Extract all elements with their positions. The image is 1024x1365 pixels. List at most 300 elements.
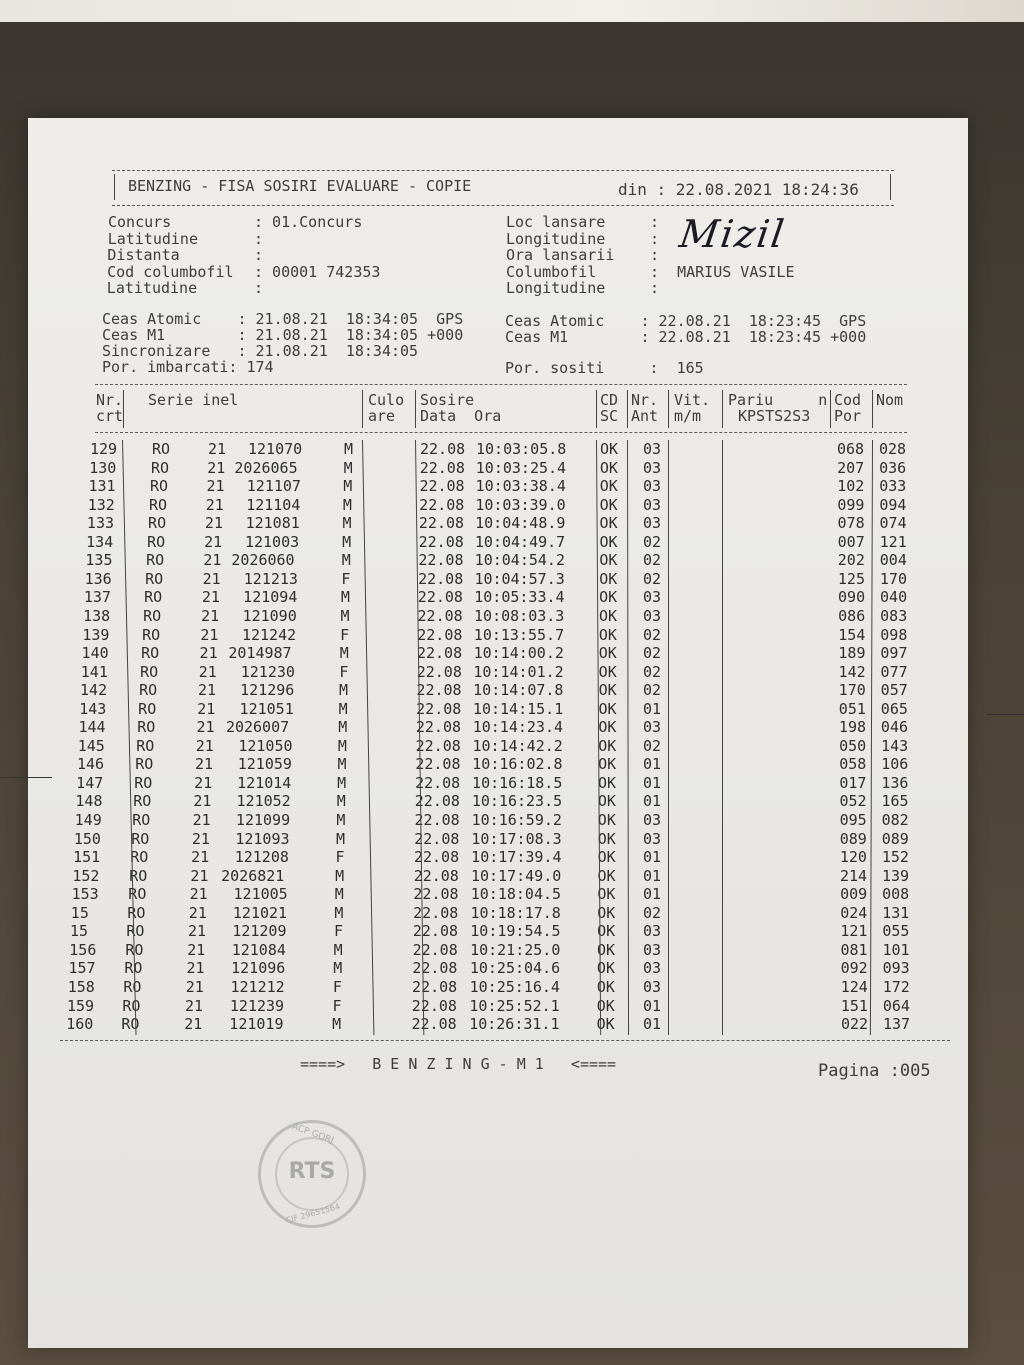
cell-cd: OK [598,662,617,681]
cell-inel: 121081 [245,514,300,533]
table-row [0,477,1024,495]
cell-sex: M [337,755,347,774]
cell-tara: RO [131,829,150,848]
cell-cod: 007 [837,532,865,551]
table-row [0,588,1024,606]
col-sosire: Sosire [420,391,475,409]
cell-nom: 131 [882,903,910,922]
cell-nr: 139 [82,625,110,644]
cell-nr: 158 [67,977,95,996]
cell-cd: OK [599,532,618,551]
page-number: Pagina :005 [818,1061,931,1081]
col-pariu: KPSTS2S3 [738,407,811,425]
cell-cod: 202 [837,551,865,570]
cell-inel: 121050 [238,736,293,755]
cell-inel: 121104 [246,495,301,514]
cell-nr: 15 [70,922,89,941]
cell-data: 22.08 [419,495,465,514]
info-value: : [650,213,660,231]
cell-data: 22.08 [417,588,463,607]
cell-ora: 10:14:01.2 [473,662,564,681]
cell-tara: RO [146,551,165,570]
clock-line-left: Sincronizare : 21.08.21 18:34:05 [102,342,419,360]
cell-cd: OK [598,699,617,718]
cell-sex: F [340,625,350,644]
cell-inel: 121296 [240,681,295,700]
cell-nom: 165 [881,792,909,811]
info-label: Ora lansarii [506,246,615,264]
cell-sex: M [340,606,350,625]
cell-sex: M [339,681,349,700]
cell-an: 21 [191,829,210,848]
cell-inel: 121094 [243,588,298,607]
cell-ora: 10:16:02.8 [472,755,563,774]
cell-an: 21 [208,440,227,458]
info-label: Distanta [107,246,180,264]
info-label: Latitudine [107,229,198,248]
cell-nom: 093 [882,959,910,978]
cell-inel: 121239 [229,996,285,1015]
clock-line-left: Ceas M1 : 21.08.21 18:34:05 +000 [102,326,464,344]
cell-tara: RO [135,755,154,774]
cell-inel: 2026007 [225,718,290,737]
cell-an: 21 [199,644,218,663]
cell-nom: 004 [879,551,907,570]
row-separator [722,440,723,1035]
cell-inel: 121212 [230,977,285,996]
cell-sex: M [333,940,343,959]
cell-cd: OK [598,773,617,792]
cell-an: 21 [204,532,223,551]
cell-cd: OK [597,866,616,885]
cell-tara: RO [125,940,144,959]
cell-nr: 157 [68,959,96,978]
col-nrant: Nr. [631,391,659,409]
col-sosire: Data Ora [420,407,502,425]
cell-cd: OK [598,736,617,755]
cell-ant: 01 [643,885,662,904]
cell-an: 21 [185,977,204,996]
cell-an: 21 [207,458,226,477]
cell-sex: M [336,792,346,811]
info-value: : [254,246,264,264]
cell-nr: 153 [71,885,99,904]
cell-sex: F [339,662,349,681]
cell-inel: 121090 [242,606,297,625]
cell-data: 22.08 [420,440,466,458]
cell-ant: 03 [643,959,662,978]
column-separator [830,390,831,428]
clock-line-right: Ceas Atomic : 22.08.21 18:23:45 GPS [505,312,867,330]
cell-nr: 146 [76,755,105,774]
cell-cod: 068 [837,440,865,458]
cell-nom: 036 [879,458,907,477]
cell-ora: 10:19:54.5 [470,922,561,941]
cell-cd: OK [598,625,617,644]
cell-ant: 03 [643,588,662,607]
col-cd: SC [600,407,619,425]
cell-tara: RO [121,1015,140,1034]
cell-cod: 151 [840,996,868,1015]
cell-tara: RO [126,922,145,941]
cell-cod: 078 [837,514,865,533]
cell-cd: OK [597,922,616,941]
cell-tara: RO [145,569,164,588]
cell-sex: M [342,514,352,533]
cell-inel: 2026821 [221,866,285,885]
cell-ant: 01 [643,755,662,774]
cell-nom: 136 [881,773,909,792]
column-separator [123,390,124,428]
cell-nr: 129 [90,440,118,458]
cell-cod: 207 [837,458,865,477]
table-row [0,440,1024,458]
table-border-bottom [60,1040,950,1041]
cell-cod: 024 [840,903,868,922]
cell-data: 22.08 [419,458,465,477]
cell-cod: 170 [838,681,866,700]
cell-sex: M [339,644,349,663]
cell-tara: RO [151,458,170,477]
cell-nr: 159 [66,996,95,1015]
cell-data: 22.08 [416,681,462,700]
cell-sex: M [335,866,345,885]
cell-nr: 145 [77,736,105,755]
cell-data: 22.08 [414,811,460,829]
cell-ora: 10:16:59.2 [471,811,562,829]
header-border-top [112,170,894,171]
cell-ant: 03 [643,606,662,625]
cell-tara: RO [133,792,152,811]
cell-cod: 102 [837,477,865,496]
col-serie: Serie inel [148,391,239,409]
cell-an: 21 [184,1015,203,1034]
cell-data: 22.08 [419,477,465,496]
cell-cd: OK [597,940,616,959]
cell-nom: 065 [880,699,908,718]
cell-ant: 03 [643,922,662,941]
cell-inel: 121051 [239,699,294,718]
cell-nom: 064 [882,996,910,1015]
cell-ora: 10:08:03.3 [474,606,565,625]
cell-sex: M [334,885,344,904]
cell-nom: 170 [879,569,907,588]
cell-tara: RO [134,773,153,792]
cell-inel: 121014 [237,773,292,792]
cell-cod: 125 [837,569,865,588]
cell-cd: OK [599,551,618,570]
cell-ant: 01 [643,848,662,867]
info-value: : MARIUS VASILE [650,262,795,281]
cell-an: 21 [188,922,207,941]
table-header-border-bottom [95,432,907,433]
cell-nr: 143 [79,699,107,718]
cell-an: 21 [194,755,213,774]
cell-ant: 03 [643,940,662,959]
cell-ora: 10:18:17.8 [470,903,561,922]
cell-inel: 121019 [229,1015,284,1034]
cell-data: 22.08 [413,866,459,885]
cell-ora: 10:17:08.3 [471,829,562,848]
cell-ant: 03 [643,495,662,514]
cell-sex: M [334,903,344,922]
cell-nom: 098 [880,625,908,644]
cell-sex: F [332,977,342,996]
cell-tara: RO [147,532,166,551]
cell-an: 21 [205,495,224,514]
pen-mark-right [986,714,1024,715]
cell-inel: 121209 [232,922,287,941]
cell-inel: 121099 [235,811,291,829]
cell-cod: 017 [839,773,867,792]
cell-sex: M [343,477,353,496]
cell-data: 22.08 [415,755,461,774]
cell-nr: 136 [84,569,112,588]
cell-tara: RO [144,588,163,607]
cell-sex: M [335,829,345,848]
cell-cd: OK [596,959,615,978]
cell-ant: 02 [643,532,662,551]
cell-nr: 156 [69,940,97,959]
cell-data: 22.08 [414,829,460,848]
cell-cd: OK [599,514,618,533]
cell-inel: 121208 [234,848,289,867]
cell-ant: 02 [643,569,662,588]
cell-ora: 10:14:23.4 [472,718,564,737]
col-nr: Nr. [96,391,124,409]
cell-tara: RO [149,495,168,514]
cell-nr: 15 [70,903,89,922]
cell-ora: 10:17:49.0 [470,866,562,885]
cell-nom: 172 [882,977,910,996]
stamp-center-text: RTS [288,1159,336,1184]
col-nr: crt [96,407,124,425]
cell-ant: 02 [643,644,662,663]
col-nom: Nom [876,391,904,409]
cell-nom: 089 [881,829,909,848]
cell-an: 21 [200,625,219,644]
cell-ora: 10:14:07.8 [473,681,564,700]
cell-ora: 10:04:57.3 [474,569,565,588]
cell-nr: 140 [81,644,109,663]
column-separator [596,390,597,428]
cell-sex: M [337,736,347,755]
cell-data: 22.08 [413,848,460,867]
cell-nom: 137 [883,1015,911,1034]
cell-data: 22.08 [418,569,464,588]
info-value: : [650,229,660,248]
cell-data: 22.08 [413,885,459,904]
cell-ora: 10:16:23.5 [471,792,563,811]
cell-inel: 2026060 [231,551,295,570]
cell-an: 21 [198,662,217,681]
stamp-top-text: ACP GORJ [290,1121,335,1147]
col-vit: Vit. [674,391,711,409]
cell-cod: 154 [838,625,866,644]
cell-inel: 121230 [240,662,295,681]
cell-nr: 160 [66,1015,94,1034]
cell-tara: RO [137,718,156,737]
cell-data: 22.08 [414,792,460,811]
cell-ant: 02 [643,681,662,700]
cell-data: 22.08 [411,996,457,1015]
cell-ora: 10:14:00.2 [473,644,564,663]
header-border-bottom [112,205,894,206]
cell-cd: OK [598,755,617,774]
cell-inel: 121213 [243,569,298,588]
cell-data: 22.08 [415,773,461,792]
cell-ant: 01 [643,773,662,792]
cell-cd: OK [597,885,616,904]
cell-tara: RO [123,977,142,996]
table-row [0,551,1024,569]
cell-data: 22.08 [415,736,461,755]
cell-an: 21 [186,959,205,978]
cell-tara: RO [127,903,146,922]
cell-inel: 121059 [237,755,292,774]
cell-tara: RO [130,848,149,867]
cell-cod: 189 [838,644,866,663]
cell-data: 22.08 [418,551,464,570]
cell-an: 21 [202,569,221,588]
cell-ant: 03 [643,829,662,848]
cell-nom: 077 [880,662,908,681]
table-row [0,514,1024,532]
cell-sex: M [337,773,347,792]
report-title: BENZING - FISA SOSIRI EVALUARE - COPIE [128,177,472,195]
cell-ora: 10:03:38.4 [475,477,566,496]
cell-cod: 090 [838,588,866,607]
cell-ora: 10:21:25.0 [470,940,561,959]
cell-ant: 03 [643,440,662,458]
cell-ant: 01 [643,699,662,718]
cell-ant: 03 [643,718,662,737]
info-label: Concurs [108,213,172,231]
cell-ora: 10:04:48.9 [475,514,566,533]
cell-cod: 120 [839,848,867,867]
cell-ant: 02 [643,551,662,570]
cell-ant: 01 [643,1015,662,1034]
cell-nom: 101 [882,940,910,959]
cell-inel: 121070 [248,440,303,458]
cell-nom: 055 [882,922,910,941]
cell-ora: 10:13:55.7 [473,625,565,644]
header-border-right [890,174,891,200]
cell-nr: 138 [83,606,111,625]
cell-data: 22.08 [417,625,463,644]
cell-nr: 147 [76,773,104,792]
col-cod: Cod [834,391,862,409]
cell-tara: RO [124,959,143,978]
cell-cd: OK [599,606,618,625]
cell-cd: OK [596,996,615,1015]
col-culoare: Culo [368,391,405,409]
cell-ant: 01 [643,792,662,811]
cell-ora: 10:05:33.4 [474,588,565,607]
cell-an: 21 [197,699,216,718]
cell-nom: 008 [882,885,910,904]
cell-inel: 121084 [231,940,286,959]
cell-tara: RO [122,996,141,1015]
cell-ora: 10:16:18.5 [472,773,563,792]
cell-ant: 02 [643,736,662,755]
clock-line-left: Por. imbarcati: 174 [102,358,274,376]
cell-cod: 051 [838,699,866,718]
cell-nr: 135 [85,551,113,570]
cell-cod: 142 [838,662,866,681]
cell-cod: 081 [840,940,868,959]
cell-ora: 10:14:42.2 [472,736,563,755]
row-separator [668,440,669,1035]
cell-cod: 089 [839,829,867,848]
cell-ora: 10:25:52.1 [469,996,560,1015]
cell-ant: 03 [643,514,662,533]
cell-tara: RO [148,514,167,533]
clock-line-right: Ceas M1 : 22.08.21 18:23:45 +000 [505,328,867,346]
cell-cd: OK [598,681,617,700]
cell-ant: 01 [643,866,662,885]
cell-tara: RO [139,681,158,700]
cell-cod: 052 [839,792,867,811]
column-separator [872,390,873,428]
cell-an: 21 [189,885,208,904]
cell-nr: 132 [87,495,115,514]
cell-cod: 086 [838,606,866,625]
col-pariu: Pariu n [728,391,828,409]
cell-nom: 121 [879,532,907,551]
cell-ant: 01 [643,996,662,1015]
col-nrant: Ant [631,407,659,425]
cell-nr: 131 [88,477,116,496]
stamp-bottom-text: CIF 29651564 [284,1201,342,1226]
cell-nr: 148 [75,792,103,811]
background-paper-strip [0,0,1024,22]
cell-nom: 097 [880,644,908,663]
cell-nom: 106 [881,755,909,774]
col-culoare: are [368,407,396,425]
cell-nr: 149 [74,811,102,829]
cell-cod: 124 [840,977,868,996]
cell-cod: 092 [840,959,868,978]
header-border-left [114,174,115,200]
cell-an: 21 [206,477,225,496]
table-row [0,459,1024,477]
cell-an: 21 [194,773,213,792]
cell-cod: 009 [840,885,868,904]
cell-nr: 141 [80,662,108,681]
cell-nr: 133 [86,514,115,533]
column-separator [627,390,628,428]
col-cod: Por [834,407,862,425]
cell-an: 21 [184,996,204,1015]
cell-cod: 214 [839,866,868,885]
report-date: din : 22.08.2021 18:24:36 [618,180,859,199]
cell-data: 22.08 [418,532,464,551]
cell-sex: F [335,848,345,867]
cell-tara: RO [150,477,169,496]
cell-tara: RO [140,662,159,681]
cell-ora: 10:18:04.5 [470,885,562,904]
table-row [0,496,1024,514]
cell-cd: OK [597,903,616,922]
info-label: Columbofil [506,262,597,281]
cell-cd: OK [596,1015,615,1034]
cell-nom: 152 [881,848,909,867]
cell-nr: 152 [72,866,100,885]
cell-an: 21 [195,736,214,755]
info-value: : [650,246,660,264]
cell-data: 22.08 [413,903,459,922]
